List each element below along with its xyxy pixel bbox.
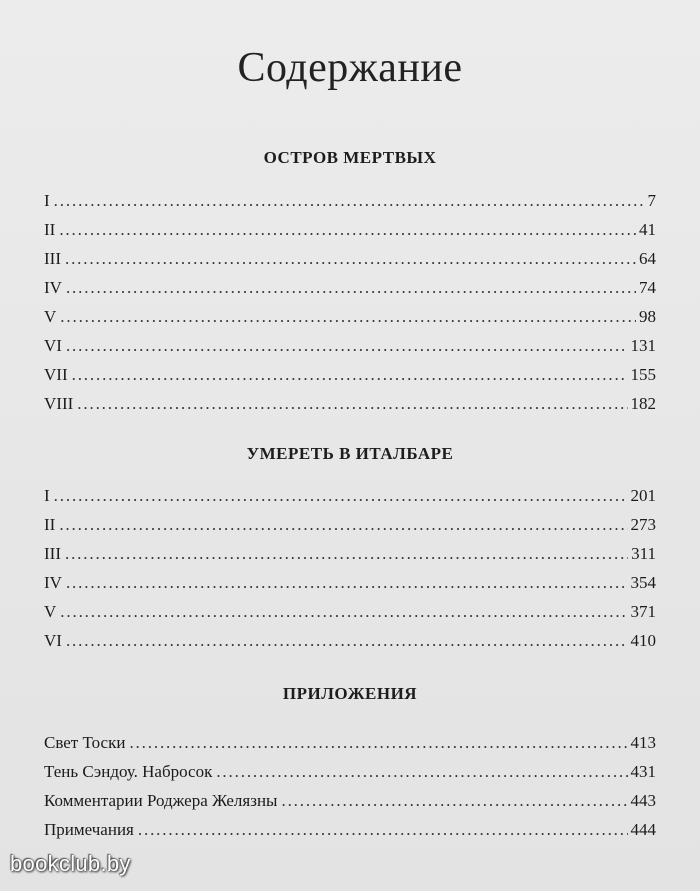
toc-entry: [44, 733, 656, 762]
dot-leader: [65, 249, 636, 269]
dot-leader: [66, 336, 628, 356]
toc-entry-label: VI: [44, 631, 62, 650]
toc-list-to-die-in-italbar: [44, 486, 656, 660]
toc-entry-label: IV: [44, 278, 62, 297]
toc-entry: [44, 544, 656, 573]
toc-entry-label: IV: [44, 573, 62, 592]
toc-entry-label: VIII: [44, 394, 74, 413]
toc-entry-label: Тень Сэндоу. Набросок: [44, 762, 213, 781]
dot-leader: [77, 394, 627, 414]
toc-entry-page: 182: [630, 394, 656, 413]
dot-leader: [59, 220, 636, 240]
dot-leader: [54, 486, 628, 506]
section-heading-appendices: ПРИЛОЖЕНИЯ: [282, 684, 418, 703]
toc-entry: [44, 249, 656, 278]
section-heading-to-die-in-italbar: УМЕРЕТЬ В ИТАЛБАРЕ: [246, 444, 454, 463]
toc-entry-page: 64: [639, 249, 656, 268]
toc-entry-label: Комментарии Роджера Желязны: [44, 791, 278, 810]
toc-entry: [44, 602, 656, 631]
toc-entry-label: III: [44, 249, 61, 268]
dot-leader: [281, 791, 627, 811]
page-title: Содержание: [237, 45, 463, 92]
toc-entry-page: 443: [630, 791, 656, 810]
toc-list-island-of-the-dead: [44, 191, 656, 423]
toc-entry-label: VI: [44, 336, 62, 355]
toc-entry: [44, 791, 656, 820]
toc-entry: [44, 762, 656, 791]
dot-leader: [72, 365, 628, 385]
toc-entry: [44, 220, 656, 249]
dot-leader: [66, 278, 636, 298]
toc-entry-page: 354: [630, 573, 656, 592]
toc-entry-label: V: [44, 307, 57, 326]
site-watermark: bookclub.by: [10, 851, 131, 876]
toc-entry-label: II: [44, 220, 56, 239]
section-heading-island-of-the-dead: ОСТРОВ МЕРТВЫХ: [263, 148, 437, 167]
dot-leader: [60, 602, 627, 622]
toc-entry: [44, 820, 656, 849]
toc-entry-page: 273: [630, 515, 656, 534]
dot-leader: [54, 191, 645, 211]
toc-entry: [44, 486, 656, 515]
toc-entry-page: 155: [630, 365, 656, 384]
toc-entry: [44, 278, 656, 307]
toc-entry-page: 413: [630, 733, 656, 752]
toc-entry-label: I: [44, 191, 50, 210]
dot-leader: [65, 544, 628, 564]
toc-entry-page: 41: [639, 220, 656, 239]
toc-entry-label: V: [44, 602, 57, 621]
toc-entry-page: 74: [639, 278, 656, 297]
toc-entry-page: 201: [630, 486, 656, 505]
toc-entry: [44, 515, 656, 544]
toc-entry: [44, 191, 656, 220]
toc-entry: [44, 336, 656, 365]
toc-entry-label: Примечания: [44, 820, 134, 839]
toc-list-appendices: [44, 733, 656, 849]
toc-entry: [44, 573, 656, 602]
toc-entry: [44, 631, 656, 660]
toc-entry: [44, 307, 656, 336]
toc-entry: [44, 365, 656, 394]
toc-entry: [44, 394, 656, 423]
toc-entry-page: 311: [631, 544, 656, 563]
dot-leader: [129, 733, 627, 753]
dot-leader: [66, 631, 628, 651]
toc-entry-page: 410: [630, 631, 656, 650]
toc-entry-label: VII: [44, 365, 68, 384]
toc-entry-page: 371: [630, 602, 656, 621]
toc-entry-label: II: [44, 515, 56, 534]
toc-entry-page: 131: [630, 336, 656, 355]
toc-entry-page: 431: [630, 762, 656, 781]
toc-entry-page: 7: [647, 191, 656, 210]
dot-leader: [66, 573, 628, 593]
dot-leader: [59, 515, 627, 535]
toc-entry-label: I: [44, 486, 50, 505]
dot-leader: [216, 762, 627, 782]
toc-entry-page: 98: [639, 307, 656, 326]
dot-leader: [138, 820, 628, 840]
dot-leader: [60, 307, 636, 327]
toc-entry-page: 444: [630, 820, 656, 839]
toc-entry-label: III: [44, 544, 61, 563]
toc-entry-label: Свет Тоски: [44, 733, 126, 752]
